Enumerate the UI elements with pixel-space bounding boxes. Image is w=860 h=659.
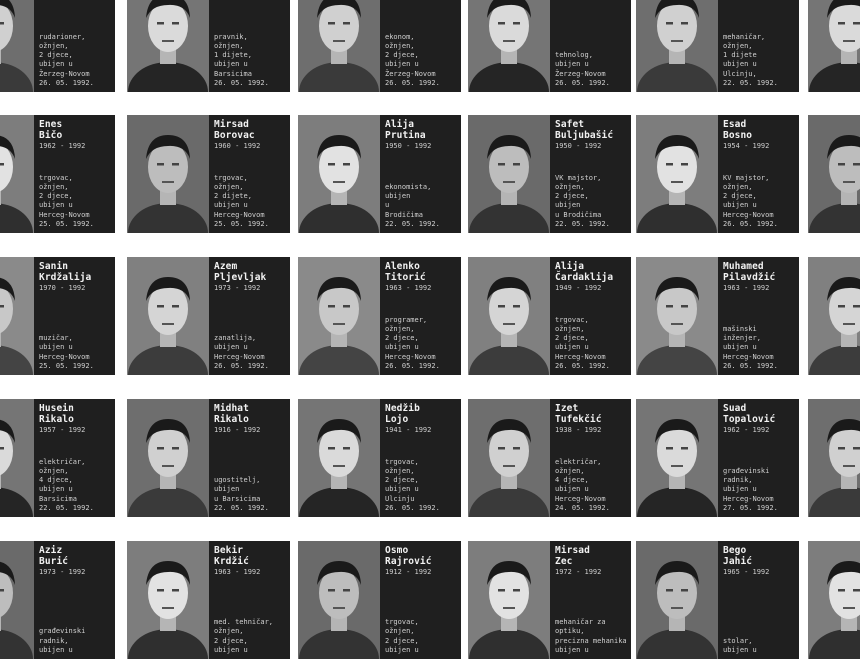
portrait-photo <box>0 0 34 92</box>
victim-biography: trgovac, ožnjen, 2 djece, ubijen u Herceg-Novom 25. 05. 1992. <box>39 173 94 228</box>
life-years: 1963 - 1992 <box>385 284 432 292</box>
life-years: 1963 - 1992 <box>214 568 261 576</box>
portrait-photo <box>298 115 380 233</box>
info-panel <box>209 257 290 375</box>
life-years: 1960 - 1992 <box>214 142 261 150</box>
victim-card <box>298 257 461 375</box>
victim-card <box>127 115 290 233</box>
victim-card <box>0 257 115 375</box>
victim-card <box>636 115 799 233</box>
victim-name: Husein Rikalo <box>39 403 74 425</box>
info-panel <box>209 0 290 92</box>
victim-biography: ekonom, ožnjen, 2 djece, ubijen u Žerzeg-Novom 26. 05. 1992. <box>385 32 440 87</box>
victim-card <box>298 115 461 233</box>
victim-name: Alenko Titorić <box>385 261 426 283</box>
victim-biography: VK majstor, ožnjen, 2 djece, ubijen u Brodičima 22. 05. 1992. <box>555 173 610 228</box>
victim-biography: ugostitelj, ubijen u Barsicima 22. 05. 1992. <box>214 476 269 512</box>
victim-name: Nedžib Lojo <box>385 403 420 425</box>
portrait-photo <box>468 115 550 233</box>
life-years: 1957 - 1992 <box>39 426 86 434</box>
portrait-photo <box>468 257 550 375</box>
victim-card <box>468 399 631 517</box>
life-years: 1965 - 1992 <box>723 568 770 576</box>
victim-biography: med. tehničar, ožnjen, 2 djece, ubijen u <box>214 618 274 654</box>
info-panel <box>718 257 799 375</box>
victim-card <box>298 399 461 517</box>
info-panel <box>209 115 290 233</box>
portrait-photo <box>298 541 380 659</box>
victim-card <box>808 399 860 517</box>
portrait-photo <box>298 399 380 517</box>
victim-name: Azem Pljevljak <box>214 261 267 283</box>
victim-card <box>636 541 799 659</box>
victim-card <box>808 541 860 659</box>
victim-biography: stolar, ubijen u <box>723 636 757 654</box>
info-panel <box>550 115 631 233</box>
life-years: 1938 - 1992 <box>555 426 602 434</box>
victim-biography: trgovac, ožnjen, 2 dijete, ubijen u Herceg-Novom 25. 05. 1992. <box>214 173 269 228</box>
victim-name: Alija Prutina <box>385 119 426 141</box>
portrait-photo <box>127 541 209 659</box>
victim-biography: mehaničar za optiku, precizna mehanika ubijen u <box>555 618 627 654</box>
victim-biography: mašinski inženjer, ubijen u Herceg-Novom 26. 05. 1992. <box>723 324 778 370</box>
portrait-photo <box>808 257 860 375</box>
portrait-photo <box>636 115 718 233</box>
life-years: 1941 - 1992 <box>385 426 432 434</box>
life-years: 1973 - 1992 <box>214 284 261 292</box>
victim-card <box>0 541 115 659</box>
victim-biography: trgovac, ožnjen, 2 djece, ubijen u Herceg-Novom 26. 05. 1992. <box>555 315 610 370</box>
victim-card <box>468 541 631 659</box>
info-panel <box>34 399 115 517</box>
portrait-photo <box>636 541 718 659</box>
victim-card <box>636 0 799 92</box>
victim-name: Bego Jahić <box>723 545 753 567</box>
info-panel <box>34 257 115 375</box>
info-panel <box>380 399 461 517</box>
victim-card <box>468 115 631 233</box>
victim-name: Alija Čardaklija <box>555 261 614 283</box>
life-years: 1950 - 1992 <box>385 142 432 150</box>
life-years: 1973 - 1992 <box>39 568 86 576</box>
victim-name: Safet Buljubašić <box>555 119 614 141</box>
victim-biography: KV majstor, ožnjen, 2 djece, ubijen u Herceg-Novom 26. 05. 1992. <box>723 173 778 228</box>
portrait-photo <box>808 0 860 92</box>
info-panel <box>550 0 631 92</box>
victim-biography: električar, ožnjen, 4 djece, ubijen u Barsicima 22. 05. 1992. <box>39 457 94 512</box>
victim-biography: pravnik, ožnjen, 1 dijete, ubijen u Barsicima 26. 05. 1992. <box>214 32 269 87</box>
victim-name: Mirsad Zec <box>555 545 590 567</box>
victim-card <box>0 399 115 517</box>
victim-name: Osmo Rajrović <box>385 545 432 567</box>
portrait-photo <box>636 0 718 92</box>
portrait-photo <box>808 541 860 659</box>
victim-card <box>127 257 290 375</box>
info-panel <box>380 541 461 659</box>
portrait-photo <box>0 257 34 375</box>
info-panel <box>209 399 290 517</box>
victim-biography: tehnolog, ubijen u Žerzeg-Novom 26. 05. 1992. <box>555 51 610 87</box>
portrait-photo <box>468 0 550 92</box>
portrait-photo <box>636 399 718 517</box>
portrait-photo <box>0 399 34 517</box>
info-panel <box>718 399 799 517</box>
portrait-photo <box>468 399 550 517</box>
victim-card <box>468 0 631 92</box>
info-panel <box>380 115 461 233</box>
victim-card <box>636 399 799 517</box>
info-panel <box>380 257 461 375</box>
victim-biography: programer, ožnjen, 2 djece, ubijen u Herceg-Novom 26. 05. 1992. <box>385 315 440 370</box>
victim-card <box>298 541 461 659</box>
portrait-photo <box>0 115 34 233</box>
info-panel <box>718 115 799 233</box>
portrait-photo <box>127 399 209 517</box>
info-panel <box>34 115 115 233</box>
victim-card <box>808 257 860 375</box>
life-years: 1970 - 1992 <box>39 284 86 292</box>
victim-name: Enes Bičo <box>39 119 63 141</box>
portrait-photo <box>298 0 380 92</box>
victim-card <box>127 0 290 92</box>
victim-name: Midhat Rikalo <box>214 403 249 425</box>
victim-card <box>127 541 290 659</box>
portrait-photo <box>127 0 209 92</box>
portrait-photo <box>468 541 550 659</box>
victim-card <box>0 115 115 233</box>
victim-card <box>468 257 631 375</box>
victim-name: Bekir Krdžić <box>214 545 249 567</box>
info-panel <box>718 541 799 659</box>
victim-biography: rudarioner, ožnjen, 2 djece, ubijen u Žerzeg-Novom 26. 05. 1992. <box>39 32 94 87</box>
victim-card <box>0 0 115 92</box>
life-years: 1949 - 1992 <box>555 284 602 292</box>
info-panel <box>209 541 290 659</box>
info-panel <box>34 541 115 659</box>
portrait-photo <box>0 541 34 659</box>
victim-card <box>636 257 799 375</box>
victim-biography: trgovac, ožnjen, 2 djece, ubijen u <box>385 618 419 654</box>
victim-name: Aziz Burić <box>39 545 69 567</box>
life-years: 1962 - 1992 <box>39 142 86 150</box>
info-panel <box>550 541 631 659</box>
victim-card <box>127 399 290 517</box>
victim-name: Sanin Krdžalija <box>39 261 92 283</box>
victim-biography: ekonomista, ubijen u Brodičima 22. 05. 1992. <box>385 182 440 228</box>
victim-name: Mirsad Borovac <box>214 119 255 141</box>
life-years: 1963 - 1992 <box>723 284 770 292</box>
victim-card <box>808 0 860 92</box>
life-years: 1962 - 1992 <box>723 426 770 434</box>
victim-biography: zanatlija, ubijen u Herceg-Novom 26. 05. 1992. <box>214 334 269 370</box>
victim-biography: trgovac, ožnjen, 2 djece, ubijen u Ulcinju 26. 05. 1992. <box>385 457 440 512</box>
victim-biography: muzičar, ubijen u Herceg-Novom 25. 05. 1992. <box>39 334 94 370</box>
victim-name: Muhamed Pilavdžić <box>723 261 776 283</box>
info-panel <box>550 399 631 517</box>
portrait-photo <box>127 257 209 375</box>
life-years: 1912 - 1992 <box>385 568 432 576</box>
victim-biography: građevinski radnik, ubijen u Herceg-Novom 27. 05. 1992. <box>723 466 778 512</box>
victim-card <box>808 115 860 233</box>
portrait-photo <box>298 257 380 375</box>
portrait-photo <box>808 115 860 233</box>
victim-biography: građevinski radnik, ubijen u <box>39 627 86 654</box>
info-panel <box>34 0 115 92</box>
victim-name: Suad Topalović <box>723 403 776 425</box>
portrait-photo <box>636 257 718 375</box>
victim-biography: električar, ožnjen, 4 djece, ubijen u Herceg-Novom 24. 05. 1992. <box>555 457 610 512</box>
life-years: 1916 - 1992 <box>214 426 261 434</box>
life-years: 1950 - 1992 <box>555 142 602 150</box>
portrait-photo <box>808 399 860 517</box>
victim-card <box>298 0 461 92</box>
info-panel <box>550 257 631 375</box>
victim-name: Izet Tufekčić <box>555 403 602 425</box>
life-years: 1972 - 1992 <box>555 568 602 576</box>
portrait-photo <box>127 115 209 233</box>
info-panel <box>718 0 799 92</box>
victim-name: Esad Bosno <box>723 119 753 141</box>
life-years: 1954 - 1992 <box>723 142 770 150</box>
victim-biography: mehaničar, ožnjen, 1 dijete ubijen u Ulcinju, 22. 05. 1992. <box>723 32 778 87</box>
info-panel <box>380 0 461 92</box>
